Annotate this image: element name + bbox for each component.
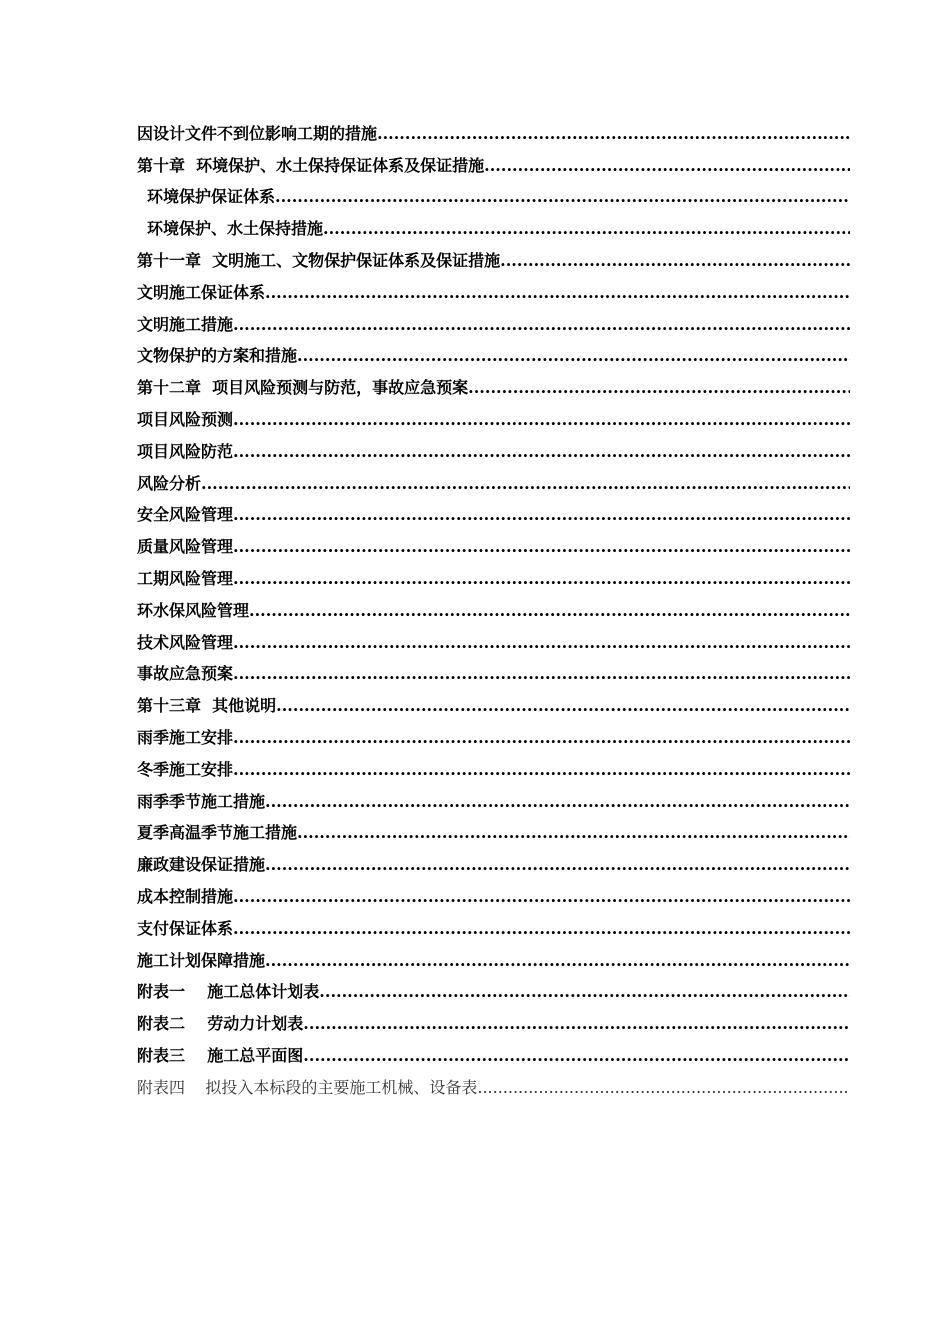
toc-leader-dots [233, 887, 850, 907]
toc-leader-dots [265, 951, 850, 971]
toc-leader-dots [297, 823, 850, 843]
toc-entry[interactable] [137, 780, 850, 812]
toc-entry[interactable] [137, 271, 850, 303]
toc-leader-dots [275, 187, 850, 207]
toc-entry-label: 环境保护、水土保持措施 [147, 219, 324, 239]
toc-leader-dots [319, 982, 850, 1002]
toc-leader-dots [484, 156, 850, 176]
toc-entry-label: 支付保证体系 [137, 918, 234, 938]
toc-entry-chapter-13[interactable] [137, 684, 850, 716]
toc-entry[interactable] [137, 716, 850, 748]
toc-entry[interactable] [137, 907, 850, 939]
toc-leader-dots [249, 601, 850, 621]
toc-leader-dots [297, 346, 850, 366]
toc-entry[interactable] [137, 621, 850, 653]
toc-entry[interactable] [137, 207, 850, 239]
toc-entry[interactable] [137, 112, 850, 144]
toc-entry[interactable] [137, 462, 850, 494]
toc-entry-label: 施工计划保障措施 [137, 950, 266, 970]
toc-leader-dots [303, 1046, 850, 1066]
toc-leader-dots [265, 792, 850, 812]
toc-entry-label: 技术风险管理 [137, 632, 234, 652]
toc-entry-label: 夏季高温季节施工措施 [137, 823, 298, 843]
toc-entry-label: 因设计文件不到位影响工期的措施 [137, 123, 378, 143]
toc-entry[interactable] [137, 494, 850, 526]
toc-entry[interactable] [137, 875, 850, 907]
toc-entry-label: 项目风险预测 [137, 409, 234, 429]
toc-entry[interactable] [137, 748, 850, 780]
toc-entry-label: 第十二章 项目风险预测与防范，事故应急预案 [137, 378, 469, 398]
toc-entry-appendix-2[interactable] [137, 1002, 850, 1034]
toc-entry-label: 第十三章 其他说明 [137, 696, 277, 716]
toc-entry[interactable] [137, 653, 850, 685]
toc-entry-label: 风险分析 [137, 473, 202, 493]
toc-entry[interactable] [137, 939, 850, 971]
toc-leader-dots [303, 1014, 850, 1034]
table-of-contents [137, 112, 850, 1098]
toc-leader-dots [201, 474, 850, 494]
toc-leader-dots [233, 569, 850, 589]
toc-entry-label: 廉政建设保证措施 [137, 855, 266, 875]
toc-entry-label: 环境保护保证体系 [147, 187, 276, 207]
toc-leader-dots [477, 1078, 850, 1098]
toc-leader-dots [233, 633, 850, 653]
toc-entry-label: 附表三 施工总平面图 [137, 1045, 304, 1065]
toc-leader-dots [500, 251, 850, 271]
toc-entry-appendix-3[interactable] [137, 1034, 850, 1066]
toc-entry-chapter-12[interactable] [137, 366, 850, 398]
toc-leader-dots [323, 219, 850, 239]
toc-leader-dots [265, 283, 850, 303]
toc-entry-label: 文明施工措施 [137, 314, 234, 334]
toc-entry-label: 附表一 施工总体计划表 [137, 982, 320, 1002]
toc-entry-label: 安全风险管理 [137, 505, 234, 525]
toc-entry-label: 事故应急预案 [137, 664, 234, 684]
toc-entry-label: 环水保风险管理 [137, 600, 250, 620]
toc-entry-label: 附表四 拟投入本标段的主要施工机械、设备表 [137, 1077, 478, 1097]
toc-entry-label: 文明施工保证体系 [137, 282, 266, 302]
toc-entry-label: 文物保护的方案和措施 [137, 346, 298, 366]
toc-entry-label: 雨季季节施工措施 [137, 791, 266, 811]
toc-entry-label: 雨季施工安排 [137, 727, 234, 747]
toc-leader-dots [276, 696, 850, 716]
toc-entry-label: 工期风险管理 [137, 568, 234, 588]
toc-entry-label: 质量风险管理 [137, 537, 234, 557]
toc-entry[interactable] [137, 589, 850, 621]
toc-entry[interactable] [137, 557, 850, 589]
toc-leader-dots [233, 505, 850, 525]
toc-entry[interactable] [137, 303, 850, 335]
toc-entry-chapter-10[interactable] [137, 144, 850, 176]
toc-entry-label: 项目风险防范 [137, 441, 234, 461]
toc-leader-dots [377, 124, 850, 144]
toc-entry[interactable] [137, 812, 850, 844]
toc-entry-label: 第十章 环境保护、水土保持保证体系及保证措施 [137, 155, 485, 175]
toc-leader-dots [233, 410, 850, 430]
toc-entry[interactable] [137, 525, 850, 557]
toc-leader-dots [233, 442, 850, 462]
toc-entry[interactable] [137, 843, 850, 875]
toc-entry-appendix-1[interactable] [137, 971, 850, 1003]
toc-leader-dots [468, 378, 850, 398]
toc-entry[interactable] [137, 176, 850, 208]
toc-leader-dots [233, 919, 850, 939]
toc-entry[interactable] [137, 430, 850, 462]
toc-entry-label: 成本控制措施 [137, 886, 234, 906]
toc-leader-dots [233, 537, 850, 557]
toc-leader-dots [233, 315, 850, 335]
toc-entry-label: 冬季施工安排 [137, 759, 234, 779]
toc-leader-dots [265, 855, 850, 875]
toc-entry-label: 第十一章 文明施工、文物保护保证体系及保证措施 [137, 250, 501, 270]
toc-entry[interactable] [137, 335, 850, 367]
toc-entry[interactable] [137, 398, 850, 430]
toc-leader-dots [233, 728, 850, 748]
toc-leader-dots [233, 760, 850, 780]
toc-entry-appendix-4[interactable] [137, 1066, 850, 1098]
toc-entry-label: 附表二 劳动力计划表 [137, 1014, 304, 1034]
toc-entry-chapter-11[interactable] [137, 239, 850, 271]
toc-leader-dots [233, 664, 850, 684]
